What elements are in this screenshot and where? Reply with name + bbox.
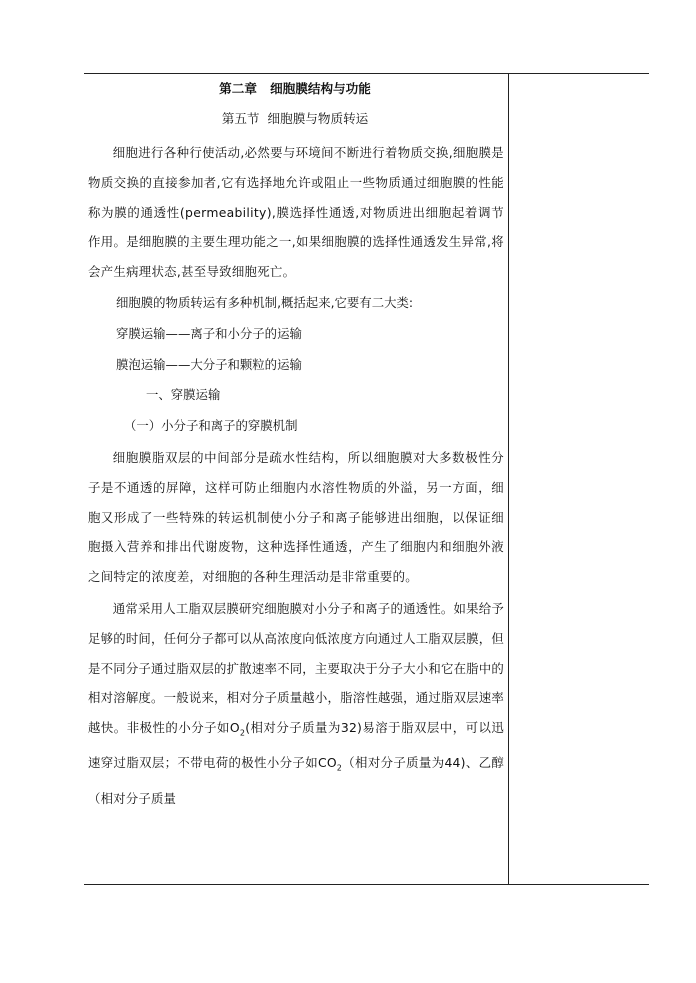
table-top-border — [84, 73, 649, 74]
heading-small-molecules: （一）小分子和离子的穿膜机制 — [124, 417, 298, 433]
artificial-bilayer-paragraph — [88, 594, 504, 814]
o2-subscript: 2 — [239, 728, 246, 738]
table-column-divider — [508, 73, 509, 885]
heading-transmembrane: 一、穿膜运输 — [146, 386, 221, 402]
artificial-text-3: （相对分子质量为44)、乙醇（相对分子质量 — [88, 755, 505, 806]
main-content — [88, 78, 505, 813]
mechanisms-paragraph: 细胞膜的物质转运有多种机制,概括起来,它要有二大类: — [116, 294, 414, 310]
table-bottom-border — [84, 884, 649, 885]
co2-subscript: 2 — [336, 763, 343, 773]
transport-type-1: 穿膜运输——离子和小分子的运输 — [116, 325, 302, 341]
intro-paragraph: 细胞进行各种行使活动,必然要与环境间不断进行着物质交换,细胞膜是物质交换的直接参加者,它有选择地允许或阻止一些物质通过细胞膜的性能称为膜的通透性(permeability),膜选择性通透,对物质进出细胞起着调节作用。是细胞膜的主要生理功能之一,如果细胞膜的选择性通透发生异常,将会产生病理状态,甚至导致细胞死亡。 — [88, 145, 504, 280]
artificial-text-2: (相对分子质量为32)易溶于脂双层中，可以迅速穿过脂双层；不带电荷的极性小分子如CO — [88, 720, 504, 771]
artificial-text-1: 通常采用人工脂双层膜研究细胞膜对小分子和离子的通透性。如果给予足够的时间，任何分子都可以从高浓度向低浓度方向通过人工脂双层膜，但是不同分子通过脂双层的扩散速率不同，主要取决于分子大小和它在脂中的相对溶解度。一般说来，相对分子质量越小，脂溶性越强，通过脂双层速率越快。非极性的小分子如O — [88, 600, 504, 736]
transport-type-2: 膜泡运输——大分子和颗粒的运输 — [116, 356, 302, 372]
lipid-bilayer-paragraph: 细胞膜脂双层的中间部分是疏水性结构，所以细胞膜对大多数极性分子是不通透的屏障，这样可防止细胞内水溶性物质的外溢，另一方面，细胞又形成了一些特殊的转运机制使小分子和离子能够进出细胞，以保证细胞摄入营养和排出代谢废物，这种选择性通透，产生了细胞内和细胞外液之间特定的浓度差，对细胞的各种生理活动是非常重要的。 — [88, 449, 504, 585]
chapter-title: 第二章 细胞膜结构与功能 — [219, 81, 371, 96]
section-title: 第五节 细胞膜与物质转运 — [221, 111, 369, 126]
